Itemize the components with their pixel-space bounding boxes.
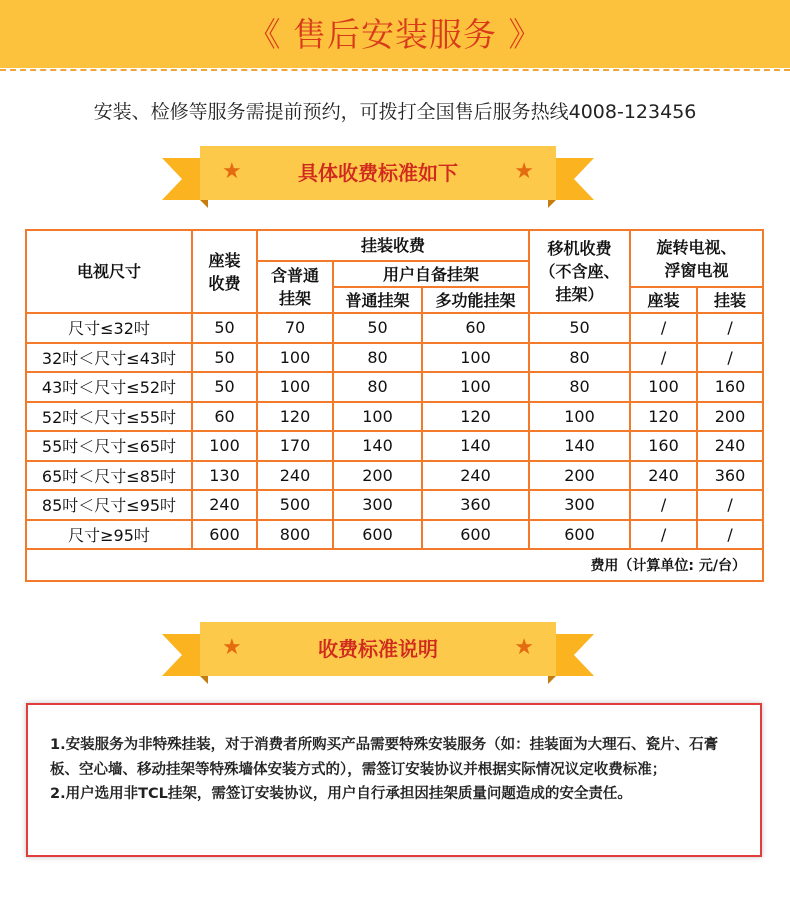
table-row: [26, 461, 763, 491]
cell-size: 85吋＜尺寸≤95吋: [26, 490, 192, 520]
cell-with-bracket: 70: [257, 313, 333, 343]
cell-rotating-seat: 120: [630, 402, 697, 432]
star-icon: ★: [514, 159, 534, 184]
star-icon: ★: [514, 635, 534, 660]
ribbon-fold-left: [200, 676, 208, 684]
cell-size: 55吋＜尺寸≤65吋: [26, 431, 192, 461]
star-icon: ★: [222, 635, 242, 660]
cell-multi-bracket: 120: [422, 402, 529, 432]
cell-rotating-mount: /: [697, 313, 763, 343]
cell-rotating-seat: 160: [630, 431, 697, 461]
header-mount-fee: 挂装收费: [257, 230, 529, 261]
cell-rotating-mount: /: [697, 520, 763, 550]
cell-rotating-mount: 360: [697, 461, 763, 491]
cell-rotating-mount: /: [697, 490, 763, 520]
cell-move-fee: 80: [529, 372, 630, 402]
table-footnote: 费用（计算单位: 元/台）: [26, 549, 763, 581]
service-hotline-text: 安装、检修等服务需提前预约，可拨打全国售后服务热线4008-123456: [93, 101, 697, 123]
cell-rotating-seat: /: [630, 520, 697, 550]
cell-with-bracket: 100: [257, 372, 333, 402]
title-bar-dashed-line: [0, 69, 790, 71]
note-item: 2.用户选用非TCL挂架，需签订安装协议，用户自行承担因挂架质量问题造成的安全责任。: [50, 786, 632, 802]
cell-seat-fee: 130: [192, 461, 257, 491]
header-rotating-tv: 旋转电视、 浮窗电视: [630, 230, 763, 287]
header-multi-bracket: 多功能挂架: [422, 287, 529, 313]
cell-multi-bracket: 100: [422, 372, 529, 402]
cell-with-bracket: 170: [257, 431, 333, 461]
cell-with-bracket: 240: [257, 461, 333, 491]
cell-move-fee: 200: [529, 461, 630, 491]
cell-seat-fee: 100: [192, 431, 257, 461]
cell-rotating-seat: 100: [630, 372, 697, 402]
cell-rotating-mount: /: [697, 343, 763, 373]
cell-move-fee: 300: [529, 490, 630, 520]
header-rotating-mount: 挂装: [697, 287, 763, 313]
cell-with-bracket: 120: [257, 402, 333, 432]
cell-with-bracket: 100: [257, 343, 333, 373]
header-rotating-seat: 座装: [630, 287, 697, 313]
cell-move-fee: 600: [529, 520, 630, 550]
cell-move-fee: 100: [529, 402, 630, 432]
table-row: [26, 520, 763, 550]
cell-seat-fee: 600: [192, 520, 257, 550]
table-row: [26, 431, 763, 461]
cell-normal-bracket: 80: [333, 343, 422, 373]
ribbon-fold-right: [548, 200, 556, 208]
cell-seat-fee: 50: [192, 343, 257, 373]
cell-size: 52吋＜尺寸≤55吋: [26, 402, 192, 432]
cell-with-bracket: 500: [257, 490, 333, 520]
cell-rotating-mount: 200: [697, 402, 763, 432]
cell-size: 65吋＜尺寸≤85吋: [26, 461, 192, 491]
ribbon-banner-fee-notes: [162, 622, 594, 686]
cell-with-bracket: 800: [257, 520, 333, 550]
cell-multi-bracket: 60: [422, 313, 529, 343]
ribbon-label: 具体收费标准如下: [298, 161, 458, 185]
cell-normal-bracket: 100: [333, 402, 422, 432]
cell-move-fee: 50: [529, 313, 630, 343]
page-title: 《 售后安装服务 》: [247, 15, 543, 54]
cell-seat-fee: 50: [192, 372, 257, 402]
cell-rotating-mount: 160: [697, 372, 763, 402]
cell-seat-fee: 240: [192, 490, 257, 520]
cell-rotating-seat: 240: [630, 461, 697, 491]
fee-notes-box: [26, 703, 762, 857]
cell-normal-bracket: 200: [333, 461, 422, 491]
cell-size: 尺寸≤32吋: [26, 313, 192, 343]
ribbon-fold-right: [548, 676, 556, 684]
cell-size: 尺寸≥95吋: [26, 520, 192, 550]
cell-rotating-seat: /: [630, 343, 697, 373]
cell-multi-bracket: 140: [422, 431, 529, 461]
table-row: [26, 343, 763, 373]
cell-move-fee: 80: [529, 343, 630, 373]
cell-normal-bracket: 600: [333, 520, 422, 550]
cell-move-fee: 140: [529, 431, 630, 461]
cell-normal-bracket: 50: [333, 313, 422, 343]
table-row: [26, 313, 763, 343]
cell-seat-fee: 60: [192, 402, 257, 432]
ribbon-banner-fee-standard: [162, 146, 594, 210]
header-seat-fee: 座装 收费: [192, 230, 257, 313]
ribbon-fold-left: [200, 200, 208, 208]
cell-rotating-seat: /: [630, 313, 697, 343]
header-move-fee: 移机收费 （不含座、 挂架）: [529, 230, 630, 313]
table-row: [26, 490, 763, 520]
ribbon-label: 收费标准说明: [318, 637, 438, 661]
cell-normal-bracket: 80: [333, 372, 422, 402]
cell-size: 32吋＜尺寸≤43吋: [26, 343, 192, 373]
star-icon: ★: [222, 159, 242, 184]
header-user-bracket: 用户自备挂架: [333, 261, 529, 287]
table-row: [26, 372, 763, 402]
cell-size: 43吋＜尺寸≤52吋: [26, 372, 192, 402]
cell-normal-bracket: 300: [333, 490, 422, 520]
cell-seat-fee: 50: [192, 313, 257, 343]
header-tv-size: 电视尺寸: [26, 230, 192, 313]
cell-multi-bracket: 100: [422, 343, 529, 373]
table-row: [26, 402, 763, 432]
cell-rotating-seat: /: [630, 490, 697, 520]
header-normal-bracket: 普通挂架: [333, 287, 422, 313]
cell-normal-bracket: 140: [333, 431, 422, 461]
cell-multi-bracket: 240: [422, 461, 529, 491]
cell-multi-bracket: 600: [422, 520, 529, 550]
note-item: 1.安装服务为非特殊挂装，对于消费者所购买产品需要特殊安装服务（如：挂装面为大理石、瓷片、石膏板、空心墙、移动挂架等特殊墙体安装方式的），需签订安装协议并根据实际情况议定收费标准；: [50, 737, 719, 778]
cell-rotating-mount: 240: [697, 431, 763, 461]
fee-table: [25, 229, 764, 582]
header-with-bracket: 含普通 挂架: [257, 261, 333, 313]
cell-multi-bracket: 360: [422, 490, 529, 520]
